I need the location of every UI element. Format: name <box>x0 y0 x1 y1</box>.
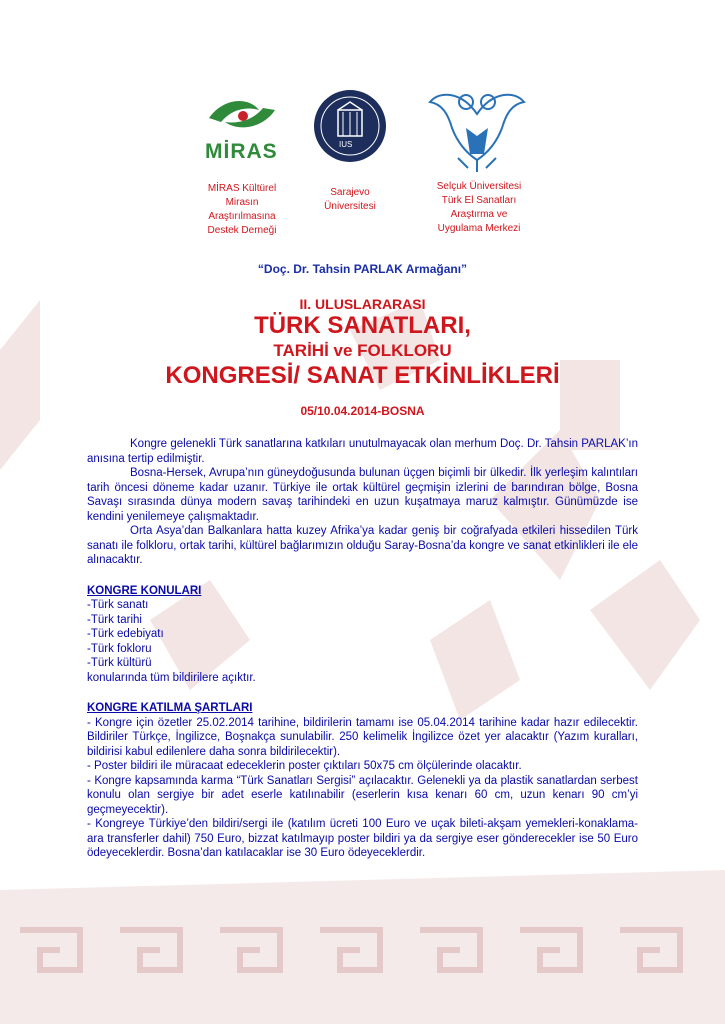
selcuk-caption: Selçuk Üniversitesi Türk El Sanatları Araştırma ve Uygulama Merkezi <box>436 181 522 234</box>
miras-wordmark: MİRAS <box>205 140 278 163</box>
conditions-title: KONGRE KATILMA ŞARTLARI <box>87 702 253 714</box>
paragraph: Orta Asya’dan Balkanlara hatta kuzey Afrika’ya kadar geniş bir coğrafyada etkileri hissedilen Türk sanatı ile folkloru, ortak tarihi, kültürel bağlarımızın olduğu Saray-Bosna’da kongre ve sanat etkinlikleri ile ele alınacaktır. <box>87 525 639 566</box>
list-item: -Türk kültürü <box>87 657 152 669</box>
dedication: “Doç. Dr. Tahsin PARLAK Armağanı” <box>257 262 468 276</box>
paragraph: Kongre gelenekli Türk sanatlarına katkıları unutulmayacak olan merhum Doç. Dr. Tahsin PARLAK’ın anısına tertip edilmiştir. <box>87 438 638 465</box>
paragraph: Bosna-Hersek, Avrupa’nın güneydoğusunda bulunan üçgen biçimli bir ülkedir. İlk yerleşim kalıntıları tarih öncesi döneme kadar uzanır. Türkiye ile ortak kültürel geçmişin izlerini de barındıran bölge, Bosna Savaşı sırasında dünya modern savaş tarihindeki en uzun kuşatmaya maruz kalmıştır. Günümüzde ise kendini yenilemeye çalışmaktadır. <box>87 467 638 523</box>
list-item: -Türk tarihi <box>87 613 142 626</box>
header-block <box>87 262 638 418</box>
title-line-3: TARİHİ ve FOLKLORU <box>273 341 452 360</box>
miras-caption: MİRAS Kültürel Mirasın Araştırılmasına Destek Derneği <box>207 183 277 236</box>
topics-footer: konularında tüm bildirilere açıktır. <box>87 671 256 684</box>
list-item: - Poster bildiri ile müracaat edeceklerin poster çıktıları 50x75 cm ölçülerinde olacaktır. <box>87 760 522 772</box>
event-date: 05/10.04.2014-BOSNA <box>300 404 425 418</box>
title-line-1: II. ULUSLARARASI <box>299 296 426 312</box>
logo-bar <box>0 0 725 250</box>
ius-caption: Sarajevo Üniversitesi <box>324 187 376 212</box>
list-item: -Türk sanatı <box>87 599 149 611</box>
topics-title: KONGRE KONULARI <box>87 584 202 597</box>
list-item: - Kongreye Türkiye’den bildiri/sergi ile (katılım ücreti 100 Euro ve uçak bileti-akşam yemekleri-konaklama-ara transferler dahil) 750 Euro, bizzat katılmayıp poster bildiri ya da sergiye eser gönderecekler ise 50 Euro ödeyeceklerdir. Bosna’dan katılacaklar ise 30 Euro ödeyeceklerdir. <box>87 818 638 859</box>
conditions-section <box>87 701 638 861</box>
title-line-2: TÜRK SANATLARI, <box>254 312 471 339</box>
selcuk-logo <box>428 84 526 174</box>
intro-text <box>87 437 638 568</box>
ius-logo <box>312 88 388 164</box>
topics-section <box>87 584 638 686</box>
list-item: - Kongre kapsamında karma “Türk Sanatları Sergisi” açılacaktır. Gelenekli ya da plastik sanatlardan serbest konulu olan sergiye bir adet eserle katılınabilir (eserlerin kısa kenarı 60 cm, uzun kenarı 90 cm’yi geçmeyecektir). <box>87 774 638 816</box>
list-item: - Kongre için özetler 25.02.2014 tarihine, bildirilerin tamamı ise 05.04.2014 tarihine kadar hazır edilecektir. Bildiriler Türkçe, İngilizce, Boşnakça sunulabilir. 250 kelimelik İngilizce özet yer alacaktır (Yazım kuralları, bildirisi kabul edilenlere daha sonra bildirilecektir). <box>87 716 638 758</box>
ius-wordmark: IUS <box>339 140 353 149</box>
title-line-4: KONGRESİ/ SANAT ETKİNLİKLERİ <box>165 362 560 389</box>
list-item: -Türk fokloru <box>87 642 152 655</box>
main-content <box>87 262 638 861</box>
list-item: -Türk edebiyatı <box>87 628 164 640</box>
